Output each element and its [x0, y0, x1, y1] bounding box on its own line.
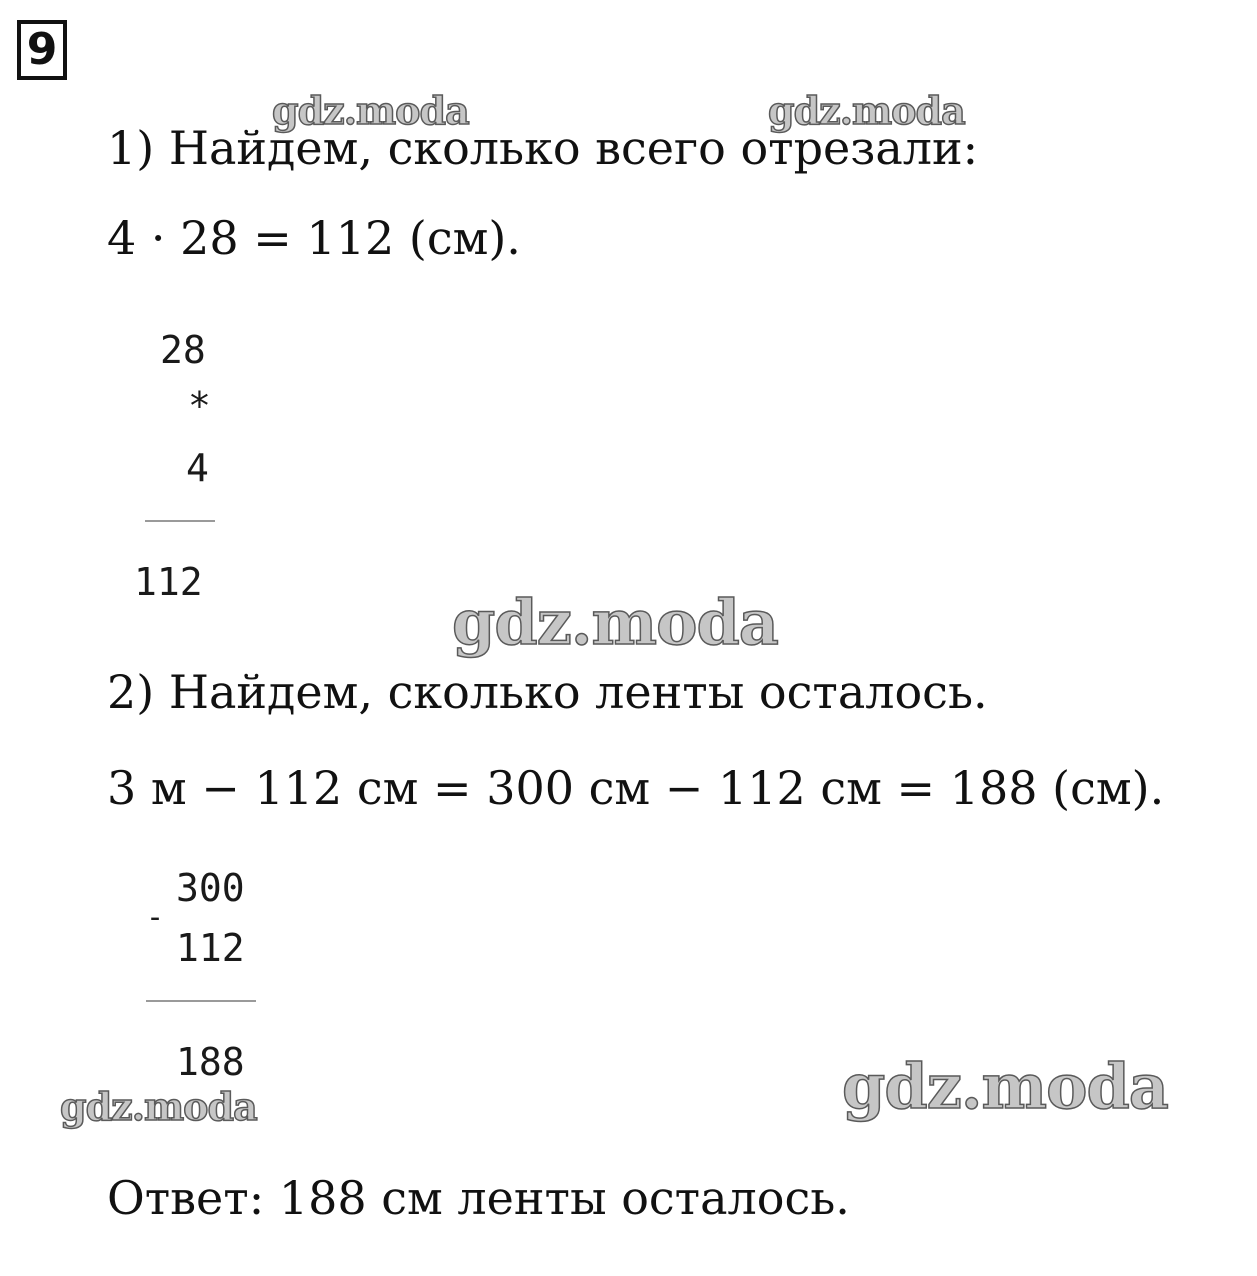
step2-expression: 3 м − 112 см = 300 см − 112 см = 188 (см). — [107, 761, 1165, 815]
step2-heading: 2) Найдем, сколько ленты осталось. — [107, 665, 988, 719]
column-rule — [146, 1000, 256, 1002]
task-number-box: 9 — [17, 20, 67, 80]
column-bottom-number: 4 — [186, 446, 209, 490]
answer-text: Ответ: 188 см ленты осталось. — [107, 1171, 850, 1225]
column-operator: - — [146, 900, 165, 935]
column-top-number: 300 — [176, 866, 245, 910]
column-bottom-number: 112 — [176, 926, 245, 970]
watermark-logo: gdz.moda — [452, 586, 778, 659]
watermark-logo: gdz.moda — [60, 1084, 257, 1129]
watermark-logo: gdz.moda — [842, 1050, 1168, 1123]
column-rule — [145, 520, 215, 522]
watermark-logo: gdz.moda — [768, 88, 965, 133]
watermark-logo: gdz.moda — [272, 88, 469, 133]
column-result: 112 — [134, 560, 203, 604]
column-top-number: 28 — [160, 328, 206, 372]
column-operator: * — [188, 384, 211, 428]
column-result: 188 — [176, 1040, 245, 1084]
step1-heading: 1) Найдем, сколько всего отрезали: — [107, 121, 979, 175]
step1-expression: 4 · 28 = 112 (см). — [107, 211, 521, 265]
